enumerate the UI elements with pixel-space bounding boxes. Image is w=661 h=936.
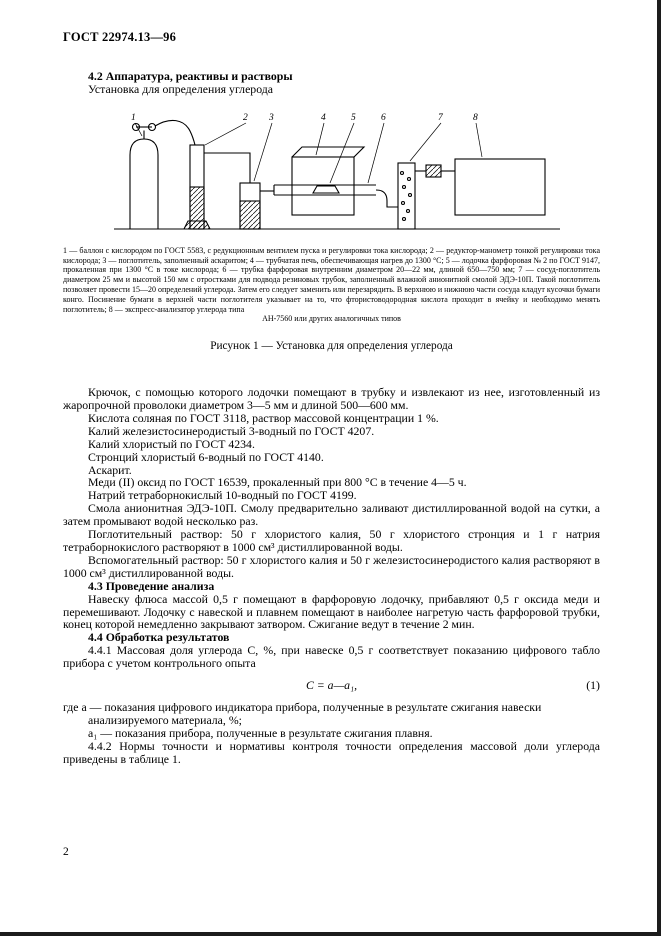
paragraph-absorbing-solution: Поглотительный раствор: 50 г хлористого калия, 50 г хлористого стронция и 1 г натрия тетраборнокислого растворяют в 1000 см³ дистиллированной воды. <box>63 527 600 554</box>
figure-label-4: 4 <box>321 112 326 123</box>
content-column <box>63 70 600 765</box>
ascarite-absorber <box>240 183 260 229</box>
figure-legend-last-line: АН-7560 или других аналогичных типов <box>262 314 401 324</box>
page-number: 2 <box>63 846 69 858</box>
formula-where-clause-2: а₁ — показания прибора, полученные в результате сжигания плавня. <box>88 725 433 740</box>
figure-title: Рисунок 1 — Установка для определения углерода <box>210 340 453 353</box>
figure-label-5: 5 <box>351 112 356 123</box>
figure-label-1: 1 <box>131 112 136 123</box>
section-4-3-heading: 4.3 Проведение анализа <box>88 578 215 593</box>
section-4-2-lead: Установка для определения углерода <box>88 81 273 96</box>
figure-label-8: 8 <box>473 112 478 123</box>
oxygen-cylinder <box>130 120 195 229</box>
tube-furnace <box>292 147 364 215</box>
rubber-connector <box>415 165 455 177</box>
paragraph-auxiliary-solution: Вспомогательный раствор: 50 г хлористого калия и 50 г железистосинеродистого калия растворяют в 1000 см³ дистиллированной воды. <box>63 552 600 580</box>
scan-edge-bottom <box>0 932 661 936</box>
section-4-2-heading: 4.2 Аппаратура, реактивы и растворы <box>88 69 293 83</box>
paragraph-potassium-ferrocyanide: Калий железистосинеродистый 3-водный по ГОСТ 4207. <box>88 423 375 438</box>
apparatus-diagram <box>108 109 568 241</box>
figure-label-6: 6 <box>381 112 386 123</box>
paragraph-4-4-2: 4.4.2 Нормы точности и нормативы контроля точности определения массовой доли углерода приведены в таблице 1. <box>63 738 600 766</box>
body-text <box>63 386 600 765</box>
figure-legend: 1 — баллон с кислородом по ГОСТ 5583, с редукционным вентилем пуска и регулировки тока кислорода; 2 — редуктор-манометр тонкой регулировки тока кислорода; 3 — поглотитель, заполненный аскаритом; 4 — трубчатая печь, обеспечивающая нагрев до 1300 °С; 5 — лодочка фарфоровая № 2 по ГОСТ 9147, прокаленная при 1300 °С в токе кислорода; 6 — трубка фарфоровая внутренним диаметром 20—22 мм, длиной 650—750 мм; 7 — сосуд-поглотитель диаметром 25 мм и высотой 150 мм с отростками для подвода резиновых трубок, заполненный влажной анионитной смолой ЭДЭ-10П. Такой поглотитель позволяет провести 15—20 определений углерода. Затем его следует заменить или перезарядить. В верхнюю и нижнюю части сосуда кладут кусочки бумаги конго. Посинение бумаги в верхней части поглотителя указывает на то, что фтористоводородная кислота проходит в ячейку и необходимо менять поглотитель; 8 — экспресс-анализатор углерода типа <box>63 245 600 314</box>
tube-6-to-7 <box>376 190 398 207</box>
carbon-analyzer-box <box>455 159 545 215</box>
formula-number: (1) <box>586 678 600 693</box>
paragraph-hydrochloric-acid: Кислота соляная по ГОСТ 3118, раствор массовой концентрации 1 %. <box>88 410 439 425</box>
formula-expression: С = а—а₁, <box>305 678 358 693</box>
absorber-vessel <box>398 163 415 229</box>
doc-header: ГОСТ 22974.13—96 <box>63 30 177 44</box>
tube-2-to-3 <box>204 153 250 183</box>
section-4-4-heading: 4.4 Обработка результатов <box>88 630 230 645</box>
paragraph-strontium-chloride: Стронций хлористый 6-водный по ГОСТ 4140. <box>88 449 324 464</box>
paragraph-potassium-chloride: Калий хлористый по ГОСТ 4234. <box>88 436 255 451</box>
regulator-column <box>184 145 210 229</box>
porcelain-boat <box>313 186 339 193</box>
scan-edge-right <box>657 0 661 936</box>
paragraph-sodium-tetraborate: Натрий тетраборнокислый 10-водный по ГОСТ 4199. <box>88 488 357 503</box>
paragraph-copper-oxide: Меди (II) оксид по ГОСТ 16539, прокаленный при 800 °С в течение 4—5 ч. <box>88 475 467 490</box>
formula-where-clause: где а — показания цифрового индикатора прибора, полученные в результате сжигания навески анализируемого материала, %; <box>63 699 542 727</box>
oxygen-pipe <box>155 120 195 145</box>
formula-1 <box>63 679 600 692</box>
section-4-3-paragraph: Навеску флюса массой 0,5 г помещают в фарфоровую лодочку, прибавляют 0,5 г оксида меди и перемешивают. Лодочку с навеской и плавнем помещают в наиболее нагретую часть фарфоровой трубки, конец которой немедленно закрывают затвором. Сжигание ведут в течение 2 мин. <box>63 591 600 632</box>
paragraph-anionite-resin: Смола анионитная ЭДЭ-10П. Смолу предварительно заливают дистиллированной водой на сутки, а затем промывают водой несколько раз. <box>63 501 600 529</box>
paragraph-hook: Крючок, с помощью которого лодочки помещают в трубку и извлекают из нее, изготовленный из жаропрочной проволоки диаметром 3—5 мм и длиной 500—600 мм. <box>63 385 600 412</box>
figure-1 <box>108 109 600 241</box>
paragraph-ascarite: Аскарит. <box>88 462 132 477</box>
paragraph-4-4-1: 4.4.1 Массовая доля углерода С, %, при навеске 0,5 г соответствует показанию цифрового табло прибора с учетом контрольного опыта <box>63 643 600 671</box>
figure-label-2: 2 <box>243 112 248 123</box>
figure-label-3: 3 <box>269 112 274 123</box>
figure-label-7: 7 <box>438 112 443 123</box>
